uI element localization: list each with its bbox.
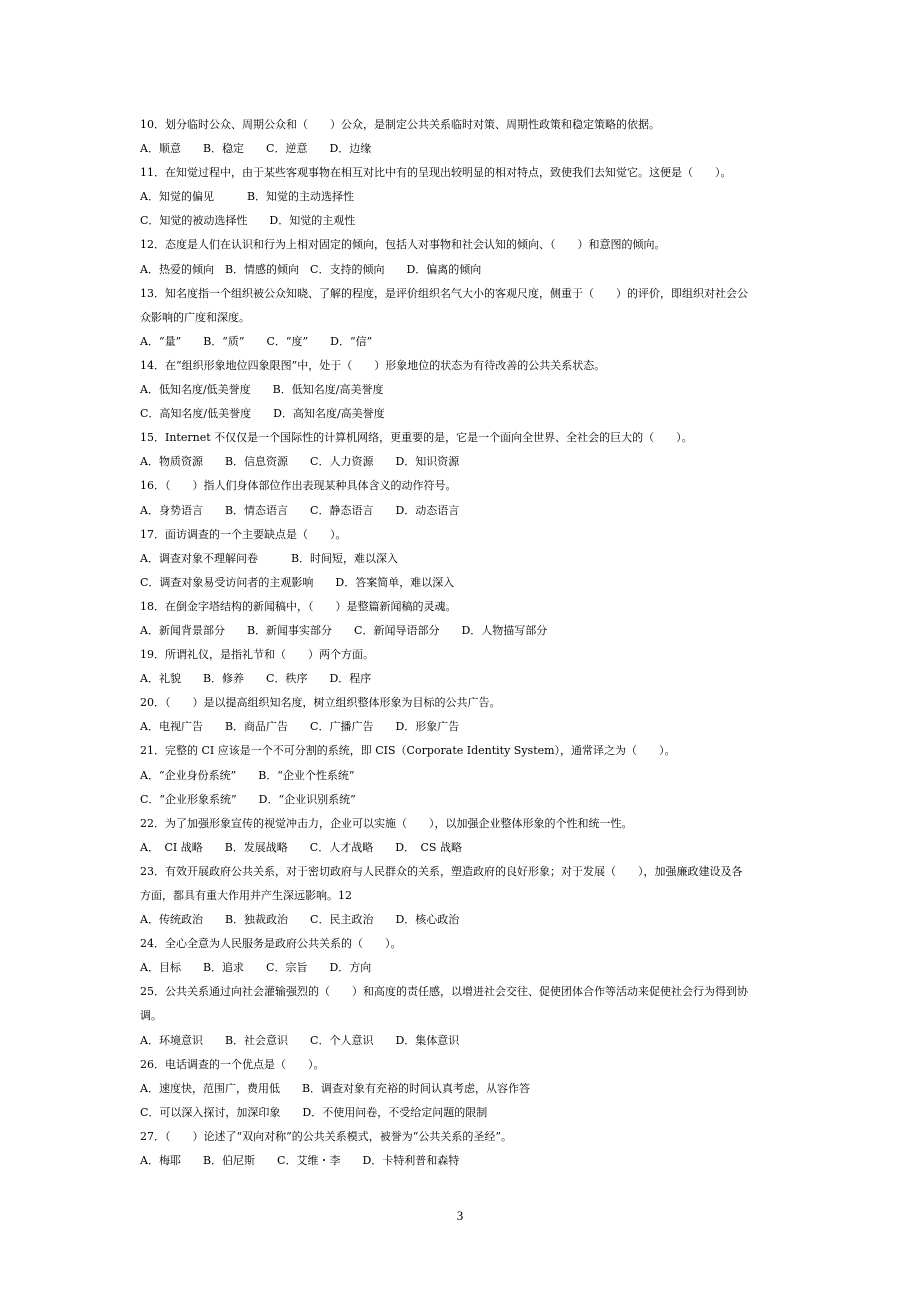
text-line: 19．所谓礼仪，是指礼节和（ ）两个方面。 bbox=[140, 648, 374, 662]
text-line: A． CI 战略 B．发展战略 C．人才战略 D． CS 战略 bbox=[140, 840, 462, 854]
text-line: 12．态度是人们在认识和行为上相对固定的倾向，包括人对事物和社会认知的倾向、（ ）和意图的倾向。 bbox=[140, 238, 666, 252]
text-line: 18．在倒金字塔结构的新闻稿中，（ ）是整篇新闻稿的灵魂。 bbox=[140, 599, 457, 613]
text-line: 27．（ ）论述了“双向对称”的公共关系模式，被誉为“公共关系的圣经”。 bbox=[140, 1129, 512, 1143]
text-line: 13．知名度指一个组织被公众知晓、了解的程度，是评价组织名气大小的客观尺度，侧重于（ ）的评价，即组织对社会公 bbox=[140, 286, 748, 300]
text-line: A．低知名度/低美誉度 B．低知名度/高美誉度 bbox=[140, 383, 384, 397]
text-line: C．知觉的被动选择性 D．知觉的主观性 bbox=[140, 214, 356, 228]
text-line: A．调查对象不理解问卷 B．时间短，难以深入 bbox=[140, 551, 399, 565]
text-line: 14．在“组织形象地位四象限图”中，处于（ ）形象地位的状态为有待改善的公共关系状态。 bbox=[140, 358, 606, 372]
text-line: 23．有效开展政府公共关系，对于密切政府与人民群众的关系，塑造政府的良好形象；对于发展（ ），加强廉政建设及各 bbox=[140, 864, 743, 878]
text-line: C．可以深入探讨，加深印象 D．不使用问卷，不受给定问题的限制 bbox=[140, 1105, 488, 1119]
text-line: A．热爱的倾向 B．情感的倾向 C．支持的倾向 D．偏离的倾向 bbox=[140, 262, 482, 276]
text-line: 15．Internet 不仅仅是一个国际性的计算机网络，更重要的是，它是一个面向全世界、全社会的巨大的（ ）。 bbox=[140, 431, 693, 445]
text-line: A．传统政治 B．独裁政治 C．民主政治 D．核心政治 bbox=[140, 913, 460, 927]
text-line: 26．电话调查的一个优点是（ ）。 bbox=[140, 1057, 325, 1071]
text-line: 21．完整的 CI 应该是一个不可分割的系统，即 CIS（Corporate Identity System），通常译之为（ ）。 bbox=[140, 744, 676, 758]
question-list bbox=[140, 113, 790, 1173]
text-line: 20．（ ）是以提高组织知名度，树立组织整体形象为目标的公共广告。 bbox=[140, 696, 501, 710]
text-line: A．新闻背景部分 B．新闻事实部分 C．新闻导语部分 D．人物描写部分 bbox=[140, 623, 548, 637]
text-line: C．“企业形象系统” D．“企业识别系统” bbox=[140, 792, 356, 806]
text-line: A．梅耶 B．伯尼斯 C．艾维・李 D．卡特利普和森特 bbox=[140, 1154, 460, 1168]
text-line: A．“量” B．“质” C．“度” D．“信” bbox=[140, 334, 373, 348]
text-line: A．速度快，范围广，费用低 B．调查对象有充裕的时间认真考虑，从容作答 bbox=[140, 1081, 531, 1095]
text-line: 方面，都具有重大作用并产生深远影响。12 bbox=[140, 889, 352, 902]
text-line: 10．划分临时公众、周期公众和（ ）公众，是制定公共关系临时对策、周期性政策和稳定策略的依据。 bbox=[140, 118, 660, 131]
text-line: 众影响的广度和深度。 bbox=[140, 310, 250, 324]
text-line: A．环境意识 B．社会意识 C．个人意识 D．集体意识 bbox=[140, 1033, 460, 1047]
text-line: 24．全心全意为人民服务是政府公共关系的（ ）。 bbox=[140, 937, 402, 951]
text-line: A．“企业身份系统” B．“企业个性系统” bbox=[140, 768, 355, 782]
text-line: A．身势语言 B．情态语言 C．静态语言 D．动态语言 bbox=[140, 503, 460, 517]
text-line: A．电视广告 B．商品广告 C．广播广告 D．形象广告 bbox=[140, 720, 460, 734]
text-line: 22．为了加强形象宣传的视觉冲击力，企业可以实施（ ），以加强企业整体形象的个性和统一性。 bbox=[140, 816, 633, 830]
text-line: A．物质资源 B．信息资源 C．人力资源 D．知识资源 bbox=[140, 455, 460, 469]
text-line: 17．面访调查的一个主要缺点是（ ）。 bbox=[140, 527, 347, 541]
text-line: C．高知名度/低美誉度 D．高知名度/高美誉度 bbox=[140, 407, 385, 421]
text-line: A．礼貌 B．修养 C．秩序 D．程序 bbox=[140, 672, 372, 686]
text-line: A．目标 B．追求 C．宗旨 D．方向 bbox=[140, 961, 372, 975]
text-line: A．顺意 B．稳定 C．逆意 D．边缘 bbox=[140, 142, 372, 156]
text-line: C．调查对象易受访问者的主观影响 D．答案简单，难以深入 bbox=[140, 575, 455, 589]
page-number: 3 bbox=[456, 1208, 464, 1223]
text-line: 25．公共关系通过向社会灌输强烈的（ ）和高度的责任感，以增进社会交往、促使团体合作等活动来促使社会行为得到协 bbox=[140, 985, 748, 999]
text-line: 调。 bbox=[140, 1009, 162, 1023]
text-line: 11．在知觉过程中，由于某些客观事物在相互对比中有的呈现出较明显的相对特点，致使我们去知觉它。这便是（ ）。 bbox=[140, 166, 732, 180]
text-line: A．知觉的偏见 B．知觉的主动选择性 bbox=[140, 190, 355, 204]
text-line: 16．（ ）指人们身体部位作出表现某种具体含义的动作符号。 bbox=[140, 479, 457, 493]
